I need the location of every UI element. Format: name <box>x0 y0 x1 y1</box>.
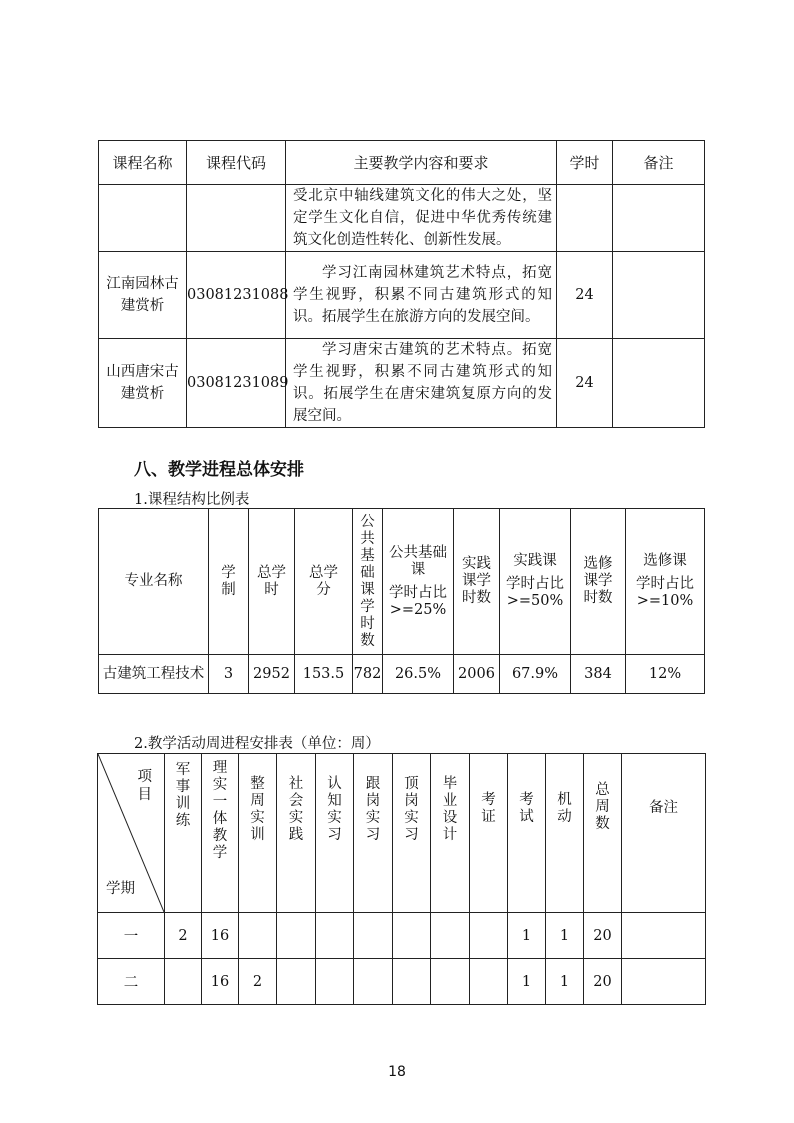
header-graduation-design-text: 毕业设计 <box>442 776 458 843</box>
week-cell <box>239 913 277 959</box>
cell-practice-ratio: 67.9% <box>500 655 571 694</box>
header-military <box>165 754 202 913</box>
week-cell: 16 <box>202 913 239 959</box>
structure-table <box>98 508 705 694</box>
week-cell: 1 <box>546 959 584 1005</box>
header-total-credits-text: 总学分 <box>309 564 338 598</box>
header-practice-ratio-sub: 学时占比>=50% <box>505 576 564 609</box>
week-cell <box>470 913 508 959</box>
course-name: 山西唐宋古建赏析 <box>99 339 187 428</box>
cell-public-hours: 782 <box>353 655 383 694</box>
course-note <box>613 339 705 428</box>
header-military-text: 军事训练 <box>175 762 191 829</box>
cell-practice-hours: 2006 <box>454 655 500 694</box>
header-certificate <box>470 754 508 913</box>
table-row <box>99 339 705 428</box>
course-name <box>99 185 187 252</box>
week-cell <box>354 959 393 1005</box>
course-content <box>286 252 557 339</box>
week-cell <box>470 959 508 1005</box>
course-hours: 24 <box>557 252 613 339</box>
corner-item-label: 项目 <box>137 769 152 803</box>
week-cell: 1 <box>508 913 546 959</box>
header-note: 备注 <box>613 141 705 185</box>
weekly-table <box>97 753 706 1005</box>
header-elective-ratio-main: 选修课 <box>643 553 687 569</box>
table-row <box>99 252 705 339</box>
header-remarks: 备注 <box>622 754 706 913</box>
week-cell <box>316 913 354 959</box>
week-cell <box>393 959 431 1005</box>
weekly-caption: 2.教学活动周进程安排表（单位：周） <box>134 736 380 752</box>
header-weekly-training-text: 整周实训 <box>250 776 265 843</box>
header-social-practice <box>277 754 316 913</box>
header-practice-ratio-main: 实践课 <box>513 553 557 569</box>
week-cell <box>277 913 316 959</box>
header-years <box>209 509 249 655</box>
week-cell: 20 <box>584 913 622 959</box>
week-cell: 1 <box>546 913 584 959</box>
page-number: 18 <box>388 1064 406 1080</box>
table-row <box>99 655 705 694</box>
header-major: 专业名称 <box>99 509 209 655</box>
course-content-text: 学习唐宋古建筑的艺术特点。拓宽学生视野，积累不同古建筑形式的知识。拓展学生在唐宋建筑复原方向的发展空间。 <box>293 342 552 424</box>
term-cell: 一 <box>98 913 165 959</box>
course-note <box>613 252 705 339</box>
header-years-text: 学制 <box>221 564 236 598</box>
course-content-text: 学习江南园林建筑艺术特点，拓宽学生视野，积累不同古建筑形式的知识。拓展学生在旅游方向的发展空间。 <box>293 265 552 325</box>
header-hours: 学时 <box>557 141 613 185</box>
header-elective-hours-text: 选修课学时数 <box>583 556 613 606</box>
header-follow-internship <box>354 754 393 913</box>
header-total-hours <box>249 509 295 655</box>
header-public-ratio-sub: 学时占比>=25% <box>388 584 447 618</box>
header-flexible-text: 机动 <box>557 792 572 825</box>
header-graduation-design <box>431 754 470 913</box>
course-note <box>613 185 705 252</box>
course-code: 03081231089 <box>187 339 286 428</box>
week-cell <box>316 959 354 1005</box>
structure-caption: 1.课程结构比例表 <box>134 492 250 508</box>
header-social-practice-text: 社会实践 <box>288 776 304 843</box>
course-code <box>187 185 286 252</box>
corner-term-label: 学期 <box>106 881 135 897</box>
term-cell: 二 <box>98 959 165 1005</box>
week-cell <box>354 913 393 959</box>
header-post-internship-text: 顶岗实习 <box>404 776 419 843</box>
header-integrated-text: 理实一体教学 <box>212 760 228 861</box>
cell-total-credits: 153.5 <box>295 655 353 694</box>
header-elective-hours <box>571 509 626 655</box>
course-hours <box>557 185 613 252</box>
week-cell <box>622 959 706 1005</box>
week-cell: 2 <box>165 913 202 959</box>
table-row <box>99 185 705 252</box>
cell-elective-hours: 384 <box>571 655 626 694</box>
header-total-credits <box>295 509 353 655</box>
header-public-ratio <box>383 509 454 655</box>
week-cell: 1 <box>508 959 546 1005</box>
section-title: 八、教学进程总体安排 <box>134 460 304 480</box>
header-exam-text: 考试 <box>519 792 534 825</box>
header-total-hours-text: 总学时 <box>257 564 286 598</box>
header-course-code: 课程代码 <box>187 141 286 185</box>
cell-elective-ratio: 12% <box>626 655 705 694</box>
week-cell <box>622 913 706 959</box>
cell-public-ratio: 26.5% <box>383 655 454 694</box>
week-cell: 16 <box>202 959 239 1005</box>
header-public-hours <box>353 509 383 655</box>
table-row <box>98 913 706 959</box>
header-content: 主要教学内容和要求 <box>286 141 557 185</box>
header-public-ratio-main: 公共基础课 <box>389 544 447 578</box>
course-content <box>286 339 557 428</box>
header-elective-ratio <box>626 509 705 655</box>
header-cognitive-internship-text: 认知实习 <box>327 776 342 843</box>
header-weekly-training <box>239 754 277 913</box>
course-table <box>98 140 705 428</box>
header-cognitive-internship <box>316 754 354 913</box>
course-hours: 24 <box>557 339 613 428</box>
header-course-name: 课程名称 <box>99 141 187 185</box>
header-integrated <box>202 754 239 913</box>
course-name: 江南园林古建赏析 <box>99 252 187 339</box>
header-post-internship <box>393 754 431 913</box>
header-public-hours-text: 公共基础课学时数 <box>360 513 375 649</box>
cell-major: 古建筑工程技术 <box>99 655 209 694</box>
corner-cell <box>98 754 165 913</box>
header-elective-ratio-sub: 学时占比>=10% <box>635 576 694 609</box>
week-cell <box>277 959 316 1005</box>
week-cell <box>393 913 431 959</box>
header-practice-ratio <box>500 509 571 655</box>
week-cell: 20 <box>584 959 622 1005</box>
header-certificate-text: 考证 <box>481 792 496 825</box>
header-flexible <box>546 754 584 913</box>
week-cell: 2 <box>239 959 277 1005</box>
course-code: 03081231088 <box>187 252 286 339</box>
course-content: 受北京中轴线建筑文化的伟大之处，坚定学生文化自信，促进中华优秀传统建筑文化创造性转化、创新性发展。 <box>286 185 557 252</box>
header-total-weeks <box>584 754 622 913</box>
table-row <box>98 959 706 1005</box>
header-practice-hours-text: 实践课学时数 <box>462 556 491 606</box>
week-cell <box>431 959 470 1005</box>
week-cell <box>431 913 470 959</box>
header-exam <box>508 754 546 913</box>
header-follow-internship-text: 跟岗实习 <box>365 776 381 843</box>
cell-total-hours: 2952 <box>249 655 295 694</box>
header-practice-hours <box>454 509 500 655</box>
week-cell <box>165 959 202 1005</box>
header-total-weeks-text: 总周数 <box>595 782 610 832</box>
cell-years: 3 <box>209 655 249 694</box>
